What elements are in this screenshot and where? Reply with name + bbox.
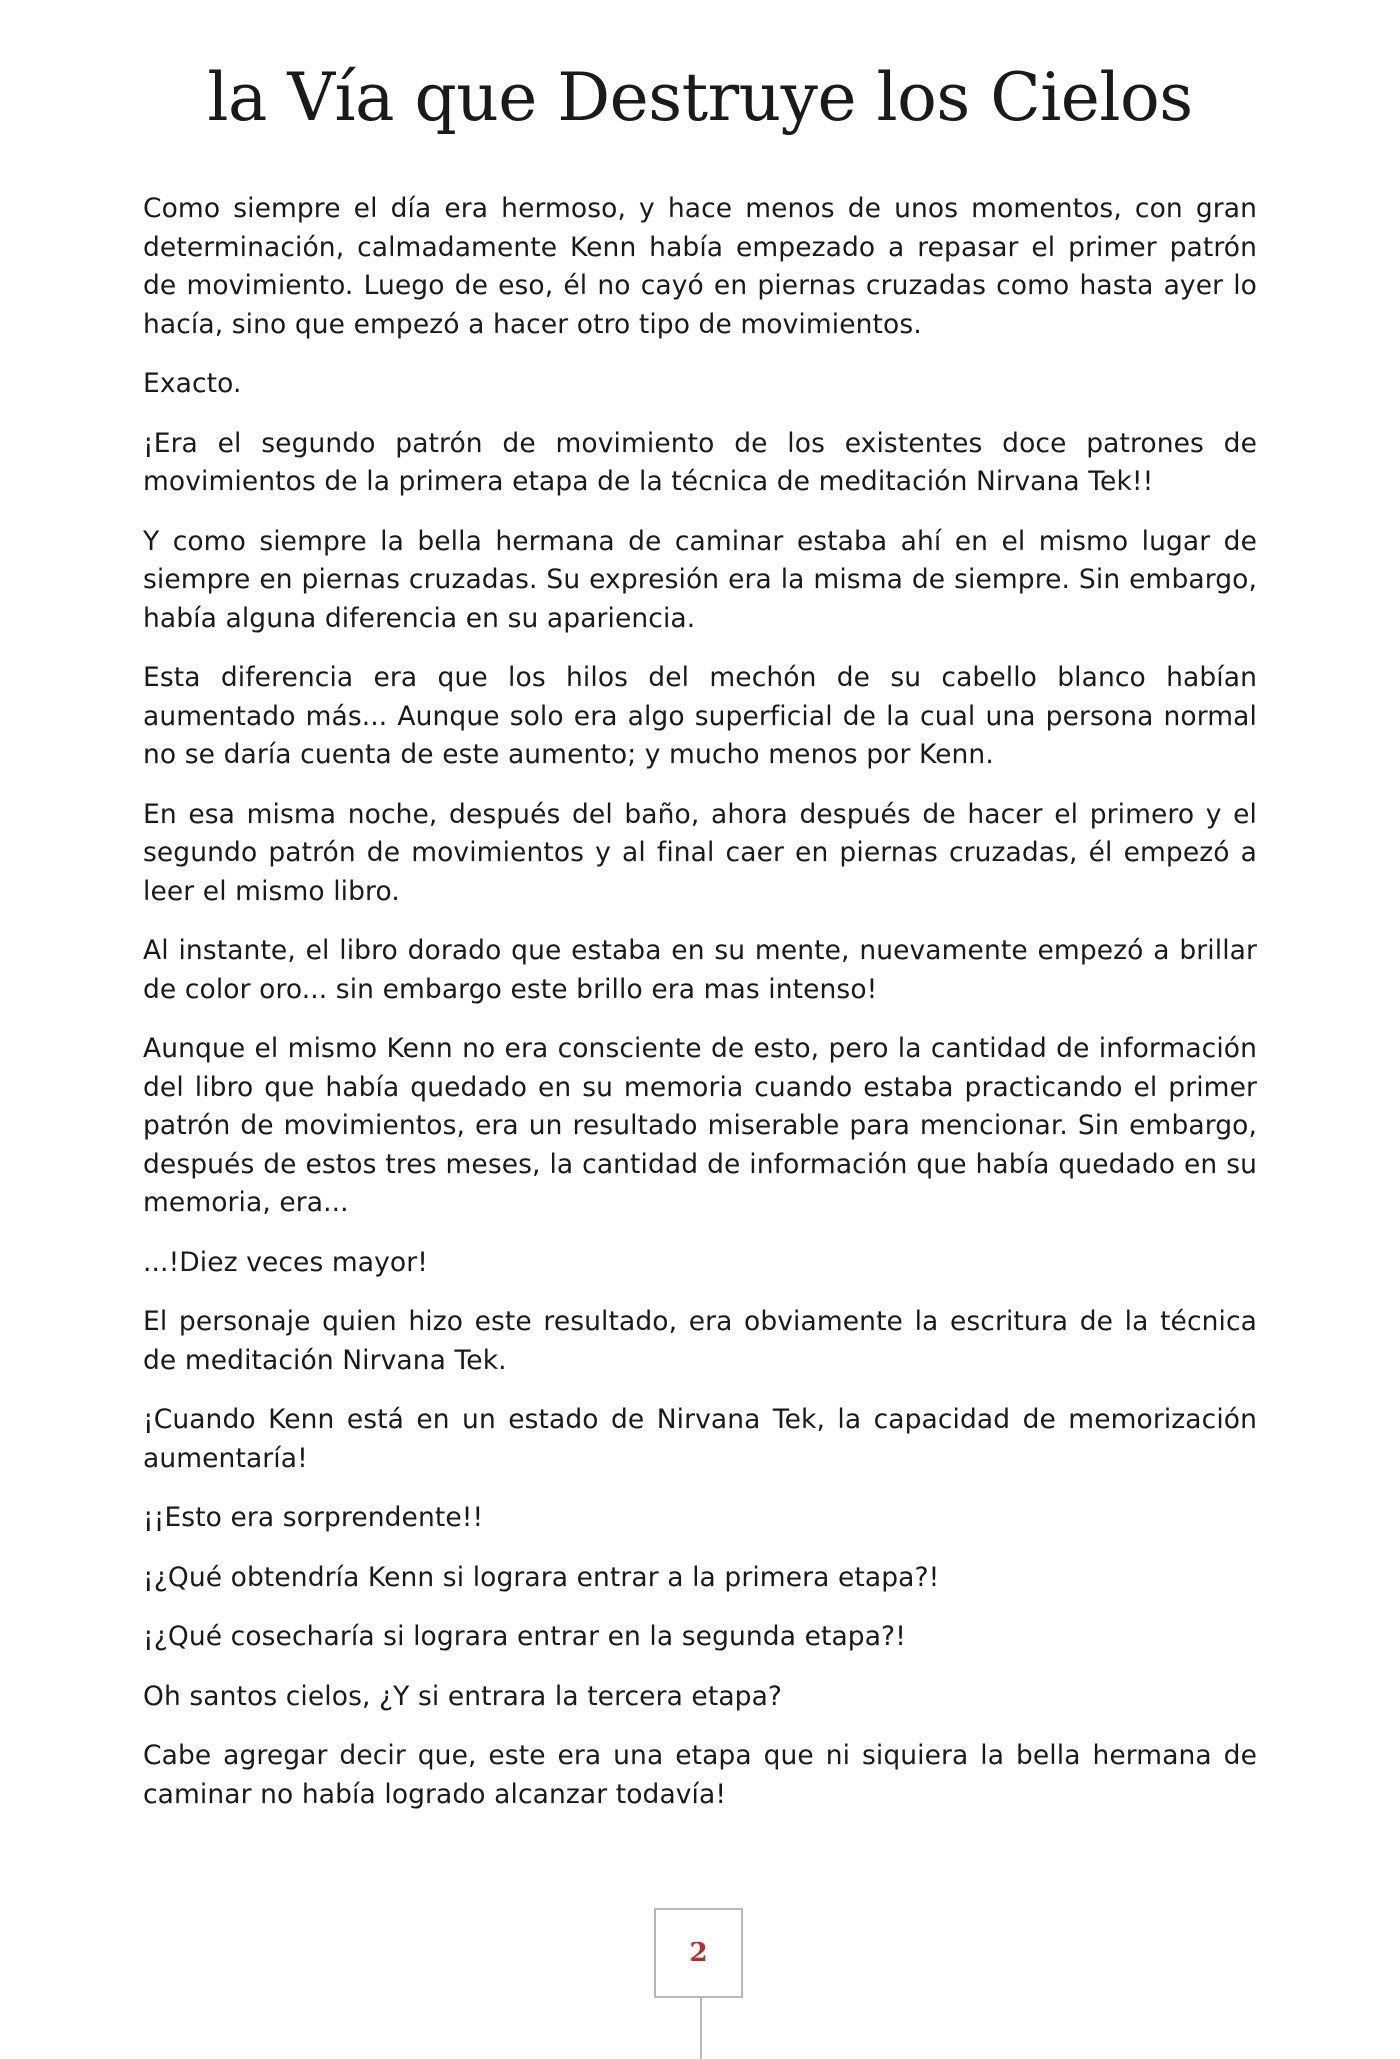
page-number-connector-line — [700, 1998, 702, 2059]
paragraph: ¡Cuando Kenn está en un estado de Nirvana Tek, la capacidad de memorización aumentaría! — [143, 1404, 1257, 1474]
page-number: 2 — [689, 1938, 708, 1968]
paragraph: El personaje quien hizo este resultado, era obviamente la escritura de la técnica de meditación Nirvana Tek. — [143, 1306, 1257, 1376]
paragraph: Al instante, el libro dorado que estaba en su mente, nuevamente empezó a brillar de color oro... sin embargo este brillo era mas intenso! — [143, 935, 1257, 1005]
paragraph: Oh santos cielos, ¿Y si entrara la tercera etapa? — [143, 1680, 783, 1712]
paragraph: Esta diferencia era que los hilos del mechón de su cabello blanco habían aumentado más... Aunque solo era algo superficial de la cual una persona normal no se daría cuenta de este aumento; y mucho menos por Kenn. — [143, 662, 1257, 770]
paragraph: ¡Era el segundo patrón de movimiento de los existentes doce patrones de movimientos de la primera etapa de la técnica de meditación Nirvana Tek!! — [143, 427, 1257, 497]
paragraph: Y como siempre la bella hermana de caminar estaba ahí en el mismo lugar de siempre en piernas cruzadas. Su expresión era la misma de siempre. Sin embargo, había alguna diferencia en su apariencia. — [143, 525, 1257, 634]
page-title: la Vía que Destruye los Cielos — [207, 59, 1193, 136]
paragraph: Como siempre el día era hermoso, y hace menos de unos momentos, con gran determinación, calmadamente Kenn había empezado a repasar el primer patrón de movimiento. Luego de eso, él no cayó en piernas cruzadas como hasta ayer lo hacía, sino que empezó a hacer otro tipo de movimientos. — [143, 193, 1257, 340]
paragraph: Cabe agregar decir que, este era una etapa que ni siquiera la bella hermana de caminar no había logrado alcanzar todavía! — [143, 1740, 1257, 1810]
paragraph: Exacto. — [143, 368, 242, 399]
paragraph: ¡¿Qué cosecharía si lograra entrar en la segunda etapa?! — [143, 1621, 906, 1652]
paragraph: ¡¡Esto era sorprendente!! — [143, 1502, 484, 1533]
paragraph: En esa misma noche, después del baño, ahora después de hacer el primero y el segundo patrón de movimientos y al final caer en piernas cruzadas, él empezó a leer el mismo libro. — [143, 798, 1257, 907]
paragraph: Aunque el mismo Kenn no era consciente de esto, pero la cantidad de información del libro que había quedado en su memoria cuando estaba practicando el primer patrón de movimientos, era un resultado miserable para mencionar. Sin embargo, después de estos tres meses, la cantidad de información que había quedado en su memoria, era... — [143, 1033, 1257, 1218]
page-number-box — [654, 1908, 743, 1998]
body-text — [143, 190, 1257, 1835]
paragraph: ...!Diez veces mayor! — [143, 1246, 428, 1278]
paragraph: ¡¿Qué obtendría Kenn si lograra entrar a la primera etapa?! — [143, 1561, 940, 1593]
